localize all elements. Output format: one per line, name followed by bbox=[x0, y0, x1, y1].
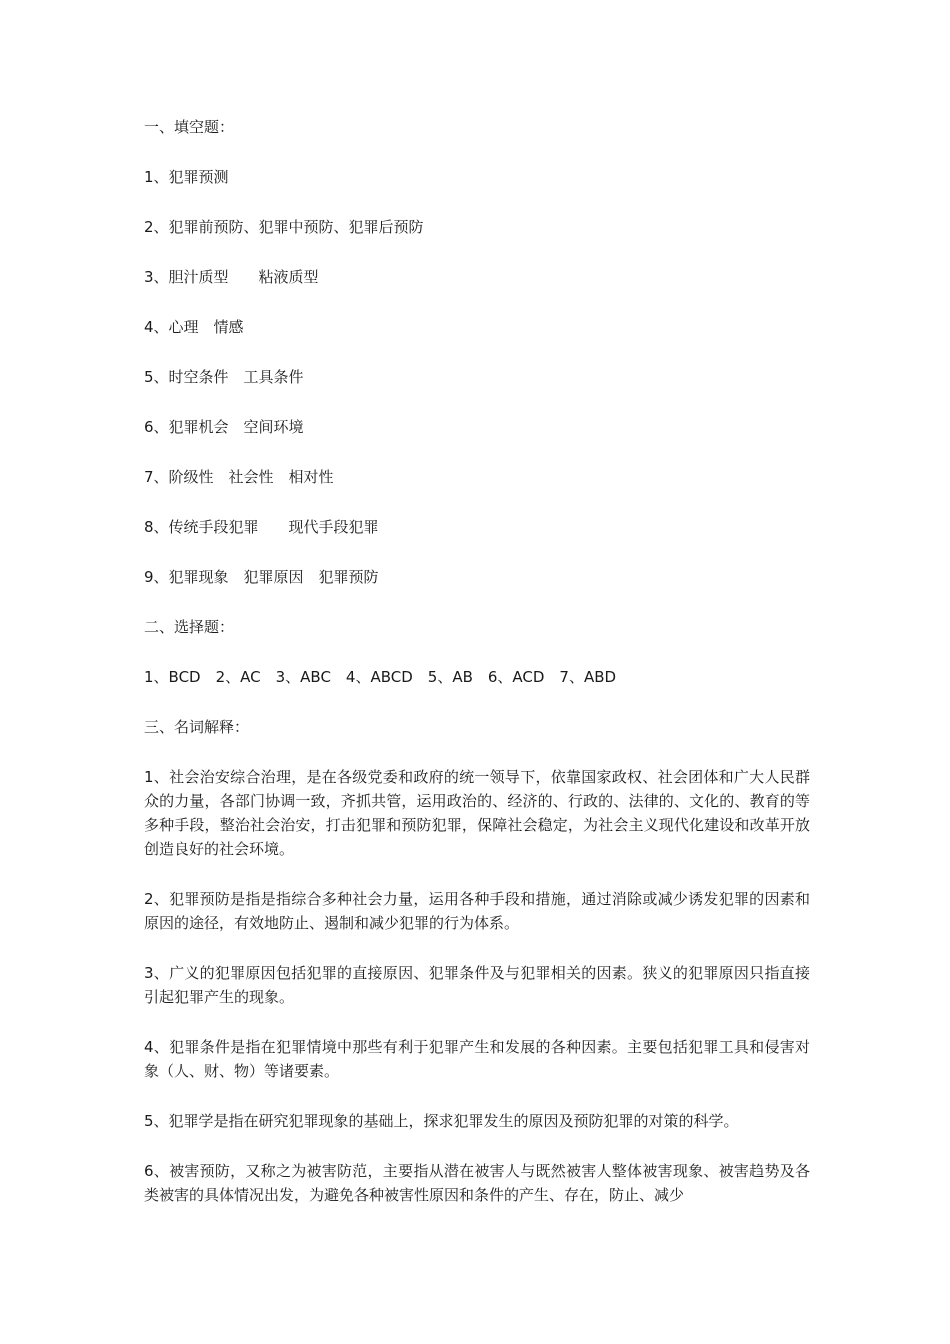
section-heading-multiple-choice: 二、选择题： bbox=[144, 618, 235, 636]
fill-blank-answer-5: 5、时空条件 工具条件 bbox=[144, 368, 304, 386]
definition-paragraph-2: 2、犯罪预防是指是指综合多种社会力量，运用各种手段和措施，通过消除或减少诱发犯罪的因素和原因的途径，有效地防止、遏制和减少犯罪的行为体系。 bbox=[144, 890, 810, 932]
definition-paragraph-3: 3、广义的犯罪原因包括犯罪的直接原因、犯罪条件及与犯罪相关的因素。狭义的犯罪原因只指直接引起犯罪产生的现象。 bbox=[144, 964, 810, 1006]
definition-paragraph-5: 5、犯罪学是指在研究犯罪现象的基础上，探求犯罪发生的原因及预防犯罪的对策的科学。 bbox=[144, 1112, 739, 1130]
fill-blank-answer-3: 3、胆汁质型 粘液质型 bbox=[144, 268, 319, 286]
section-heading-fill-blank: 一、填空题： bbox=[144, 118, 235, 136]
definition-paragraph-1: 1、社会治安综合治理，是在各级党委和政府的统一领导下，依靠国家政权、社会团体和广大人民群众的力量，各部门协调一致，齐抓共管，运用政治的、经济的、行政的、法律的、文化的、教育的等多种手段，整治社会治安，打击犯罪和预防犯罪，保障社会稳定，为社会主义现代化建设和改革开放创造良好的社会环境。 bbox=[144, 768, 810, 858]
fill-blank-answer-4: 4、心理 情感 bbox=[144, 318, 244, 336]
fill-blank-answer-8: 8、传统手段犯罪 现代手段犯罪 bbox=[144, 518, 379, 536]
fill-blank-answer-1: 1、犯罪预测 bbox=[144, 168, 229, 186]
definition-paragraph-6: 6、被害预防，又称之为被害防范，主要指从潜在被害人与既然被害人整体被害现象、被害趋势及各类被害的具体情况出发，为避免各种被害性原因和条件的产生、存在，防止、减少 bbox=[144, 1162, 810, 1204]
definition-paragraph-4: 4、犯罪条件是指在犯罪情境中那些有利于犯罪产生和发展的各种因素。主要包括犯罪工具和侵害对象（人、财、物）等诸要素。 bbox=[144, 1038, 810, 1080]
fill-blank-answer-2: 2、犯罪前预防、犯罪中预防、犯罪后预防 bbox=[144, 218, 424, 236]
fill-blank-answer-6: 6、犯罪机会 空间环境 bbox=[144, 418, 304, 436]
section-heading-term-definitions: 三、名词解释： bbox=[144, 718, 250, 736]
fill-blank-answer-9: 9、犯罪现象 犯罪原因 犯罪预防 bbox=[144, 568, 379, 586]
document-page bbox=[144, 115, 810, 1233]
multiple-choice-answers: 1、BCD 2、AC 3、ABC 4、ABCD 5、AB 6、ACD 7、ABD bbox=[144, 668, 617, 686]
fill-blank-answer-7: 7、阶级性 社会性 相对性 bbox=[144, 468, 334, 486]
